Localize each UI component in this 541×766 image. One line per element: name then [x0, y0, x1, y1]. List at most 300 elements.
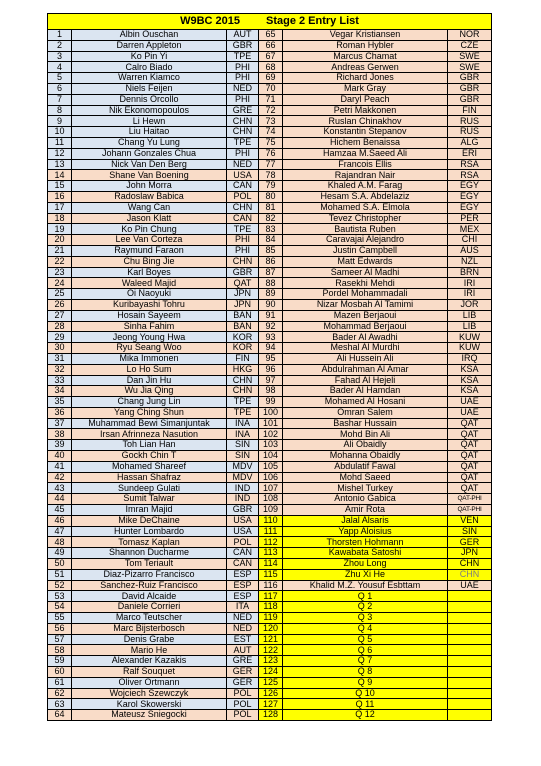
country-code: GBR [448, 83, 492, 94]
entry-number: 76 [259, 148, 283, 159]
entry-number: 25 [48, 289, 72, 300]
entry-number: 4 [48, 62, 72, 73]
entry-number: 96 [259, 364, 283, 375]
entry-number: 117 [259, 591, 283, 602]
country-code: JPN [227, 299, 259, 310]
entry-number: 84 [259, 235, 283, 246]
player-name: Hichem Benaissa [283, 137, 448, 148]
country-code: ERI [448, 148, 492, 159]
player-name: Nick Van Den Berg [72, 159, 227, 170]
player-name: Radoslaw Babica [72, 191, 227, 202]
country-code [448, 667, 492, 678]
entry-number: 39 [48, 440, 72, 451]
player-name: Vegar Kristiansen [283, 30, 448, 41]
player-name: Q 12 [283, 710, 448, 721]
player-name: Mohamed Al Hosani [283, 397, 448, 408]
table-row [48, 353, 492, 364]
table-row [48, 440, 492, 451]
player-name: Mohamed Shareef [72, 461, 227, 472]
player-name: Mohammad Berjaoui [283, 321, 448, 332]
country-code: CHN [227, 386, 259, 397]
table-row [48, 656, 492, 667]
table-row [48, 332, 492, 343]
player-name: Dan Jin Hu [72, 375, 227, 386]
entry-number: 75 [259, 137, 283, 148]
table-row [48, 526, 492, 537]
player-name: Ali Obaidly [283, 440, 448, 451]
country-code: USA [227, 170, 259, 181]
entry-number: 54 [48, 602, 72, 613]
player-name: Wu Jia Qing [72, 386, 227, 397]
entry-number: 9 [48, 116, 72, 127]
player-name: Lee Van Corteza [72, 235, 227, 246]
entry-number: 41 [48, 461, 72, 472]
player-name: Daniele Corrieri [72, 602, 227, 613]
player-name: Matt Edwards [283, 256, 448, 267]
table-row [48, 202, 492, 213]
entry-number: 48 [48, 537, 72, 548]
entry-number: 64 [48, 710, 72, 721]
country-code: EGY [448, 191, 492, 202]
country-code: GBR [448, 94, 492, 105]
entry-number: 27 [48, 310, 72, 321]
entry-number: 17 [48, 202, 72, 213]
player-name: Mazen Berjaoui [283, 310, 448, 321]
entry-number: 95 [259, 353, 283, 364]
entry-number: 57 [48, 634, 72, 645]
country-code: AUT [227, 30, 259, 41]
player-name: Imran Majid [72, 505, 227, 516]
table-row [48, 515, 492, 526]
table-row [48, 256, 492, 267]
entry-number: 22 [48, 256, 72, 267]
entry-number: 106 [259, 472, 283, 483]
country-code: HKG [227, 364, 259, 375]
entry-number: 118 [259, 602, 283, 613]
country-code: SIN [227, 440, 259, 451]
country-code: QAT [227, 278, 259, 289]
country-code: CHN [448, 559, 492, 570]
entry-number: 119 [259, 613, 283, 624]
player-name: Q 7 [283, 656, 448, 667]
table-row [48, 472, 492, 483]
player-name: Liu Haitao [72, 127, 227, 138]
country-code: POL [227, 191, 259, 202]
player-name: Yapp Aloisius [283, 526, 448, 537]
table-row [48, 494, 492, 505]
country-code: UAE [448, 407, 492, 418]
entry-number: 110 [259, 515, 283, 526]
country-code: GRE [227, 656, 259, 667]
entry-number: 56 [48, 623, 72, 634]
entry-number: 124 [259, 667, 283, 678]
country-code: CHN [448, 569, 492, 580]
entry-number: 26 [48, 299, 72, 310]
player-name: Konstantin Stepanov [283, 127, 448, 138]
country-code: ALG [448, 137, 492, 148]
table-row [48, 83, 492, 94]
entry-number: 23 [48, 267, 72, 278]
table-row [48, 73, 492, 84]
player-name: Dennis Orcollo [72, 94, 227, 105]
entry-number: 59 [48, 656, 72, 667]
player-name: Ali Hussein Ali [283, 353, 448, 364]
entry-list-body [48, 14, 492, 721]
player-name: John Morra [72, 181, 227, 192]
entry-number: 53 [48, 591, 72, 602]
event-name: W9BC 2015 [180, 14, 240, 27]
entry-number: 14 [48, 170, 72, 181]
player-name: Karl Boyes [72, 267, 227, 278]
entry-number: 42 [48, 472, 72, 483]
player-name: Mohd Bin Ali [283, 429, 448, 440]
country-code: CAN [227, 548, 259, 559]
entry-number: 121 [259, 634, 283, 645]
entry-number: 81 [259, 202, 283, 213]
entry-number: 94 [259, 343, 283, 354]
country-code [448, 699, 492, 710]
player-name: Alexander Kazakis [72, 656, 227, 667]
table-row [48, 40, 492, 51]
entry-number: 90 [259, 299, 283, 310]
country-code: QAT-PHI [448, 505, 492, 516]
entry-number: 49 [48, 548, 72, 559]
entry-number: 82 [259, 213, 283, 224]
table-row [48, 569, 492, 580]
entry-number: 115 [259, 569, 283, 580]
country-code: IRQ [448, 353, 492, 364]
entry-number: 127 [259, 699, 283, 710]
country-code: POL [227, 688, 259, 699]
table-row [48, 105, 492, 116]
country-code: FIN [448, 105, 492, 116]
table-row [48, 548, 492, 559]
entry-number: 107 [259, 483, 283, 494]
player-name: Sundeep Gulati [72, 483, 227, 494]
player-name: Ko Pin Chung [72, 224, 227, 235]
player-name: Bashar Hussain [283, 418, 448, 429]
country-code: TPE [227, 51, 259, 62]
entry-number: 29 [48, 332, 72, 343]
table-row [48, 191, 492, 202]
country-code: IND [227, 494, 259, 505]
country-code: BAN [227, 321, 259, 332]
entry-number: 123 [259, 656, 283, 667]
country-code: RUS [448, 127, 492, 138]
player-name: Q 5 [283, 634, 448, 645]
player-name: Hunter Lombardo [72, 526, 227, 537]
table-row [48, 483, 492, 494]
country-code: FIN [227, 353, 259, 364]
country-code: LIB [448, 321, 492, 332]
entry-number: 55 [48, 613, 72, 624]
entry-number: 31 [48, 353, 72, 364]
title-row [48, 14, 492, 30]
country-code: POL [227, 537, 259, 548]
country-code: SWE [448, 51, 492, 62]
country-code: JPN [448, 548, 492, 559]
player-name: Q 4 [283, 623, 448, 634]
country-code: CHN [227, 127, 259, 138]
table-row [48, 699, 492, 710]
country-code: IRI [448, 278, 492, 289]
entry-number: 97 [259, 375, 283, 386]
entry-number: 52 [48, 580, 72, 591]
entry-number: 108 [259, 494, 283, 505]
country-code: TPE [227, 137, 259, 148]
entry-number: 70 [259, 83, 283, 94]
country-code: KUW [448, 343, 492, 354]
country-code: SIN [448, 526, 492, 537]
player-name: Toh Lian Han [72, 440, 227, 451]
country-code: VEN [448, 515, 492, 526]
entry-number: 66 [259, 40, 283, 51]
country-code: CAN [227, 181, 259, 192]
player-name: Francois Ellis [283, 159, 448, 170]
country-code: POL [227, 699, 259, 710]
player-name: Yang Ching Shun [72, 407, 227, 418]
player-name: Bader Al Hamdan [283, 386, 448, 397]
player-name: Lo Ho Sum [72, 364, 227, 375]
country-code [448, 677, 492, 688]
entry-number: 83 [259, 224, 283, 235]
player-name: Albin Ouschan [72, 30, 227, 41]
country-code: EGY [448, 181, 492, 192]
country-code: AUT [227, 645, 259, 656]
player-name: Hosain Sayeem [72, 310, 227, 321]
country-code: TPE [227, 397, 259, 408]
country-code: GBR [448, 73, 492, 84]
country-code: ESP [227, 580, 259, 591]
country-code [448, 623, 492, 634]
player-name: Abdulatif Fawal [283, 461, 448, 472]
entry-number: 58 [48, 645, 72, 656]
player-name: Muhammad Bewi Simanjuntak [72, 418, 227, 429]
entry-number: 88 [259, 278, 283, 289]
player-name: Calro Biado [72, 62, 227, 73]
entry-number: 114 [259, 559, 283, 570]
player-name: Mike DeChaine [72, 515, 227, 526]
player-name: Marc Bijsterbosch [72, 623, 227, 634]
entry-number: 10 [48, 127, 72, 138]
player-name: Tomasz Kaplan [72, 537, 227, 548]
table-row [48, 94, 492, 105]
table-row [48, 159, 492, 170]
player-name: Mohamed S.A. Elmola [283, 202, 448, 213]
entry-number: 87 [259, 267, 283, 278]
entry-number: 45 [48, 505, 72, 516]
player-name: Nik Ekonomopoulos [72, 105, 227, 116]
table-row [48, 299, 492, 310]
player-name: Hassan Shafraz [72, 472, 227, 483]
player-name: Q 8 [283, 667, 448, 678]
country-code: KSA [448, 386, 492, 397]
player-name: Mika Immonen [72, 353, 227, 364]
entry-number: 11 [48, 137, 72, 148]
table-row [48, 235, 492, 246]
entry-number: 63 [48, 699, 72, 710]
player-name: Jeong Young Hwa [72, 332, 227, 343]
country-code [448, 602, 492, 613]
table-row [48, 418, 492, 429]
country-code: GBR [227, 505, 259, 516]
country-code: INA [227, 429, 259, 440]
player-name: David Alcaide [72, 591, 227, 602]
player-name: Rasekhi Mehdi [283, 278, 448, 289]
country-code: NOR [448, 30, 492, 41]
player-name: Mishel Turkey [283, 483, 448, 494]
entry-number: 105 [259, 461, 283, 472]
country-code: TPE [227, 224, 259, 235]
player-name: Khaled A.M. Farag [283, 181, 448, 192]
player-name: Mohd Saeed [283, 472, 448, 483]
player-name: Ko Pin Yi [72, 51, 227, 62]
country-code: NZL [448, 256, 492, 267]
country-code: PHI [227, 148, 259, 159]
list-name: Stage 2 Entry List [266, 14, 359, 27]
entry-number: 40 [48, 451, 72, 462]
player-name: Mario He [72, 645, 227, 656]
entry-number: 65 [259, 30, 283, 41]
country-code: KUW [448, 332, 492, 343]
player-name: Wang Can [72, 202, 227, 213]
player-name: Q 10 [283, 688, 448, 699]
entry-number: 77 [259, 159, 283, 170]
country-code: CAN [227, 213, 259, 224]
table-row [48, 289, 492, 300]
entry-number: 103 [259, 440, 283, 451]
entry-number: 20 [48, 235, 72, 246]
player-name: Khalid M.Z. Yousuf Esbttam [283, 580, 448, 591]
entry-number: 37 [48, 418, 72, 429]
table-row [48, 213, 492, 224]
country-code: PHI [227, 62, 259, 73]
player-name: Zhu Xi He [283, 569, 448, 580]
player-name: Amir Rota [283, 505, 448, 516]
country-code: GBR [227, 40, 259, 51]
entry-number: 62 [48, 688, 72, 699]
country-code: KSA [448, 375, 492, 386]
entry-number: 44 [48, 494, 72, 505]
table-row [48, 343, 492, 354]
entry-number: 125 [259, 677, 283, 688]
country-code: KOR [227, 332, 259, 343]
country-code: BRN [448, 267, 492, 278]
country-code: CHN [227, 256, 259, 267]
entry-number: 128 [259, 710, 283, 721]
player-name: Omran Salem [283, 407, 448, 418]
player-name: Pordel Mohammadali [283, 289, 448, 300]
table-row [48, 278, 492, 289]
table-row [48, 375, 492, 386]
country-code: RSA [448, 159, 492, 170]
player-name: Q 6 [283, 645, 448, 656]
player-name: Richard Jones [283, 73, 448, 84]
player-name: Q 3 [283, 613, 448, 624]
entry-number: 72 [259, 105, 283, 116]
entry-number: 74 [259, 127, 283, 138]
player-name: Oliver Ortmann [72, 677, 227, 688]
country-code: AUS [448, 245, 492, 256]
table-row [48, 321, 492, 332]
player-name: Shannon Ducharme [72, 548, 227, 559]
country-code: CHN [227, 116, 259, 127]
entry-number: 112 [259, 537, 283, 548]
country-code: QAT [448, 483, 492, 494]
player-name: Sumit Talwar [72, 494, 227, 505]
country-code: MDV [227, 461, 259, 472]
country-code [448, 634, 492, 645]
page-title [48, 14, 492, 30]
country-code: USA [227, 515, 259, 526]
table-row [48, 505, 492, 516]
player-name: Antonio Gabica [283, 494, 448, 505]
player-name: Wojciech Szewczyk [72, 688, 227, 699]
entry-number: 67 [259, 51, 283, 62]
country-code: JPN [227, 289, 259, 300]
entry-number: 46 [48, 515, 72, 526]
country-code: GBR [227, 267, 259, 278]
country-code: GER [448, 537, 492, 548]
table-row [48, 634, 492, 645]
player-name: Oi Naoyuki [72, 289, 227, 300]
entry-number: 99 [259, 397, 283, 408]
country-code: POL [227, 710, 259, 721]
country-code: MEX [448, 224, 492, 235]
table-row [48, 667, 492, 678]
player-name: Sameer Al Madhi [283, 267, 448, 278]
player-name: Mohanna Obaidly [283, 451, 448, 462]
entry-number: 32 [48, 364, 72, 375]
player-name: Diaz-Pizarro Francisco [72, 569, 227, 580]
player-name: Shane Van Boening [72, 170, 227, 181]
player-name: Andreas Gerwen [283, 62, 448, 73]
entry-number: 13 [48, 159, 72, 170]
entry-number: 71 [259, 94, 283, 105]
player-name: Caravajai Alejandro [283, 235, 448, 246]
player-name: Q 9 [283, 677, 448, 688]
country-code: EST [227, 634, 259, 645]
player-name: Warren Kiamco [72, 73, 227, 84]
player-name: Marco Teutscher [72, 613, 227, 624]
table-row [48, 245, 492, 256]
entry-number: 113 [259, 548, 283, 559]
entry-number: 92 [259, 321, 283, 332]
player-name: Justin Campbell [283, 245, 448, 256]
country-code: QAT [448, 440, 492, 451]
player-name: Karol Skowerski [72, 699, 227, 710]
country-code: CAN [227, 559, 259, 570]
table-row [48, 170, 492, 181]
entry-number: 89 [259, 289, 283, 300]
table-row [48, 580, 492, 591]
player-name: Jalal Alsaris [283, 515, 448, 526]
country-code: CHI [448, 235, 492, 246]
entry-number: 5 [48, 73, 72, 84]
player-name: Johann Gonzales Chua [72, 148, 227, 159]
player-name: Kuribayashi Tohru [72, 299, 227, 310]
player-name: Q 1 [283, 591, 448, 602]
entry-number: 34 [48, 386, 72, 397]
entry-number: 69 [259, 73, 283, 84]
table-row [48, 461, 492, 472]
entry-number: 36 [48, 407, 72, 418]
table-row [48, 181, 492, 192]
player-name: Ryu Seang Woo [72, 343, 227, 354]
player-name: Nizar Mosbah Al Tamimi [283, 299, 448, 310]
entry-number: 21 [48, 245, 72, 256]
player-name: Denis Grabe [72, 634, 227, 645]
